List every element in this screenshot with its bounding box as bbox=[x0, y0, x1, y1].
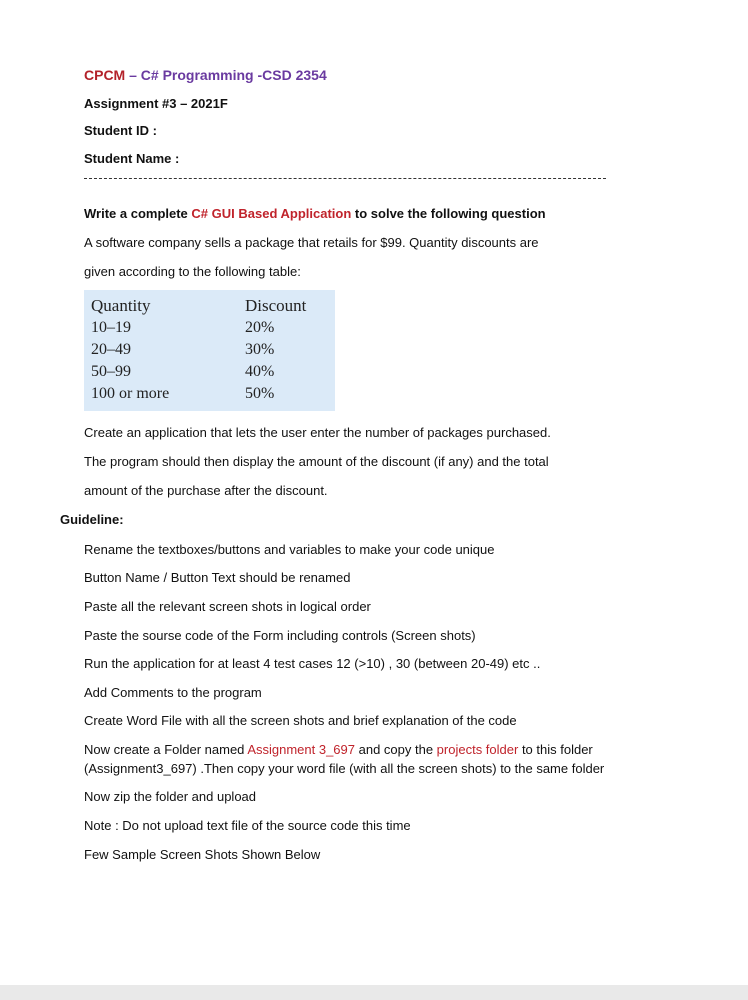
dashed-separator bbox=[84, 178, 606, 179]
assignment-title: Assignment #3 – 2021F bbox=[84, 96, 228, 111]
table-cell-discount: 50% bbox=[245, 385, 275, 402]
table-cell-discount: 30% bbox=[245, 341, 275, 358]
folder-text-mid: and copy the bbox=[355, 742, 437, 757]
table-cell-quantity: 10–19 bbox=[91, 319, 131, 336]
student-name-label: Student Name : bbox=[84, 151, 180, 166]
folder-name-highlight: Assignment 3_697 bbox=[247, 742, 355, 757]
projects-folder-highlight: projects folder bbox=[436, 742, 519, 757]
task-line-1: Create an application that lets the user enter the number of packages purchased. bbox=[84, 425, 551, 440]
guideline-item: Now zip the folder and upload bbox=[84, 789, 257, 804]
course-code: CPCM bbox=[84, 67, 126, 83]
guideline-item: Run the application for at least 4 test cases 12 (>10) , 30 (between 20-49) etc .. bbox=[84, 656, 541, 671]
guideline-item: Note : Do not upload text file of the source code this time bbox=[84, 818, 411, 833]
table-cell-quantity: 50–99 bbox=[91, 363, 131, 380]
guideline-item: Paste all the relevant screen shots in logical order bbox=[84, 599, 371, 614]
table-cell-quantity: 20–49 bbox=[91, 341, 131, 358]
guideline-item: Add Comments to the program bbox=[84, 685, 262, 700]
table-cell-quantity: 100 or more bbox=[91, 385, 170, 402]
question-intro-pre: Write a complete bbox=[84, 206, 192, 221]
question-intro-post: to solve the following question bbox=[351, 206, 546, 221]
guideline-folder-line bbox=[84, 742, 593, 757]
course-name: – C# Programming -CSD 2354 bbox=[125, 67, 327, 83]
course-title bbox=[84, 67, 327, 83]
folder-text-post: to this folder bbox=[518, 742, 593, 757]
guideline-item: Create Word File with all the screen shots and brief explanation of the code bbox=[84, 713, 517, 728]
task-line-2: The program should then display the amount of the discount (if any) and the total bbox=[84, 454, 549, 469]
table-header-quantity: Quantity bbox=[91, 296, 151, 315]
guideline-item: Few Sample Screen Shots Shown Below bbox=[84, 847, 321, 862]
bottom-gray-bar bbox=[0, 985, 748, 1000]
question-intro-highlight: C# GUI Based Application bbox=[191, 206, 352, 221]
task-line-3: amount of the purchase after the discount. bbox=[84, 483, 328, 498]
guideline-item: Paste the sourse code of the Form including controls (Screen shots) bbox=[84, 628, 476, 643]
guideline-item: Button Name / Button Text should be renamed bbox=[84, 570, 351, 585]
guideline-item: Rename the textboxes/buttons and variables to make your code unique bbox=[84, 542, 495, 557]
question-line-1: A software company sells a package that retails for $99. Quantity discounts are bbox=[84, 235, 539, 250]
student-id-label: Student ID : bbox=[84, 123, 157, 138]
table-cell-discount: 20% bbox=[245, 319, 275, 336]
guideline-heading: Guideline: bbox=[60, 512, 124, 527]
guideline-folder-line-2: (Assignment3_697) .Then copy your word file (with all the screen shots) to the same folder bbox=[84, 761, 605, 776]
table-cell-discount: 40% bbox=[245, 363, 275, 380]
table-header-discount: Discount bbox=[245, 296, 307, 315]
question-intro bbox=[84, 206, 546, 221]
question-line-2: given according to the following table: bbox=[84, 264, 301, 279]
folder-text-pre: Now create a Folder named bbox=[84, 742, 248, 757]
discount-table bbox=[84, 290, 335, 411]
